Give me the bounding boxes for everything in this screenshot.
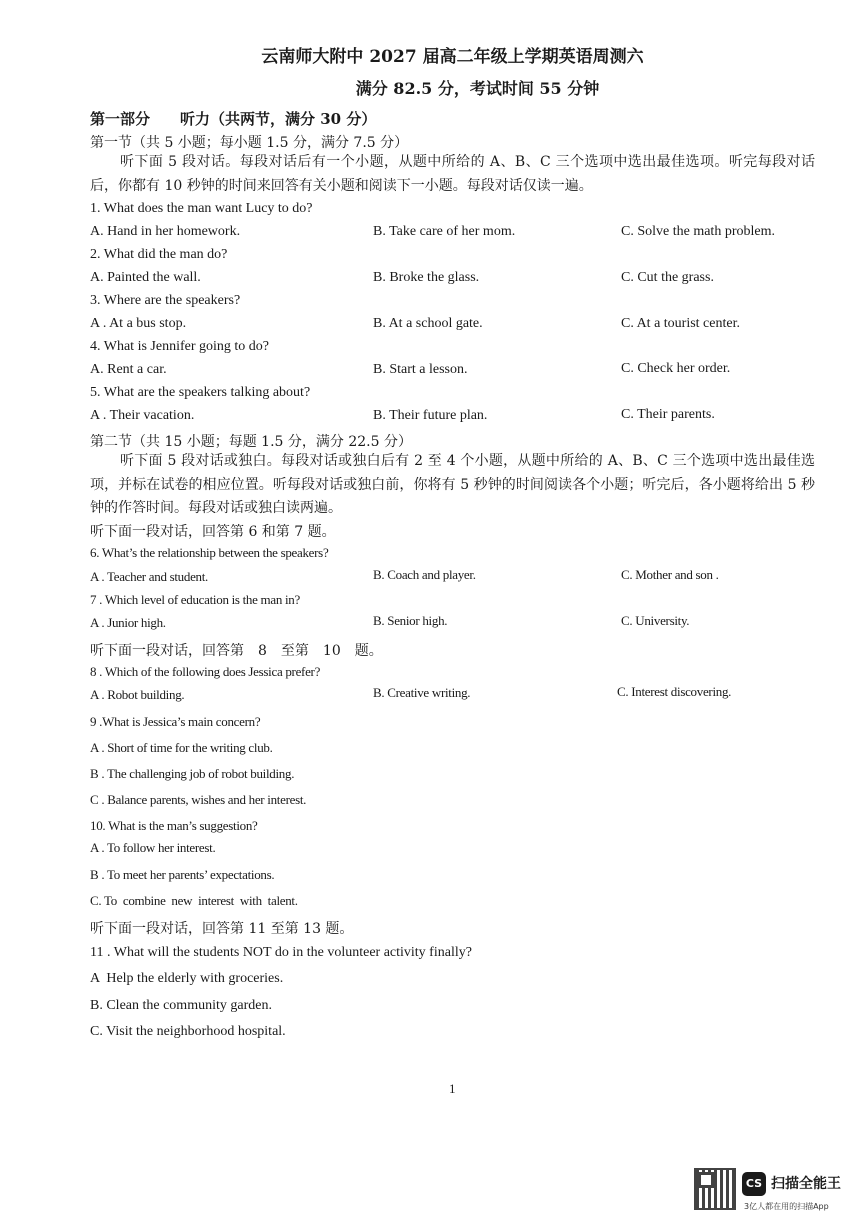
dialogue-note-2: 听下面一段对话，回答第 8 至第 10 题。 <box>90 643 383 659</box>
q6-option-b: B. Coach and player. <box>373 567 476 582</box>
exam-title: 云南师大附中 2027 届高二年级上学期英语周测六 <box>261 47 644 67</box>
question-11: 11 . What will the students NOT do in the volunteer activity finally? <box>90 945 472 960</box>
q9-option-c: C . Balance parents, wishes and her interest. <box>90 792 307 807</box>
q6-option-a: A . Teacher and student. <box>90 569 209 584</box>
q4-option-a: A. Rent a car. <box>90 362 167 377</box>
dialogue-note-3: 听下面一段对话，回答第 11 至第 13 题。 <box>90 921 354 937</box>
q10-option-b: B . To meet her parents’ expectations. <box>90 867 275 882</box>
q7-option-b: B. Senior high. <box>373 613 448 628</box>
q8-option-b: B. Creative writing. <box>373 685 471 700</box>
section2-heading: 第二节（共 15 小题；每题 1.5 分，满分 22.5 分） <box>90 434 412 450</box>
q1-option-a: A. Hand in her homework. <box>90 224 241 239</box>
q1-option-b: B. Take care of her mom. <box>373 224 516 239</box>
question-5: 5. What are the speakers talking about? <box>90 385 311 400</box>
q8-option-a: A . Robot building. <box>90 687 185 702</box>
question-2: 2. What did the man do? <box>90 247 228 262</box>
question-6: 6. What’s the relationship between the speakers? <box>90 545 329 560</box>
q2-option-b: B. Broke the glass. <box>373 270 480 285</box>
q11-option-b: B. Clean the community garden. <box>90 998 272 1013</box>
question-9: 9 .What is Jessica’s main concern? <box>90 714 261 729</box>
page-number: 1 <box>449 1081 456 1096</box>
exam-subtitle: 满分 82.5 分，考试时间 55 分钟 <box>355 79 600 98</box>
qr-code-icon <box>694 1168 736 1210</box>
q2-option-c: C. Cut the grass. <box>621 270 714 285</box>
q3-option-b: B. At a school gate. <box>373 316 483 331</box>
section1-instructions: 听下面 5 段对话。每段对话后有一个小题，从题中所给的 A、B、C 三个选项中选出最佳选项。听完每段对话后，你都有 10 秒钟的时间来回答有关小题和阅读下一小题。每段对话仅读一遍。 <box>90 154 815 194</box>
scanner-slogan: 3亿人都在用的扫描App <box>744 1202 829 1211</box>
q10-option-c: C. To combine new interest with talent. <box>90 893 298 908</box>
q9-option-a: A . Short of time for the writing club. <box>90 740 273 755</box>
scanner-app-name: 扫描全能王 <box>771 1176 841 1192</box>
question-3: 3. Where are the speakers? <box>90 293 241 308</box>
q6-option-c: C. Mother and son . <box>621 567 719 582</box>
q10-option-a: A . To follow her interest. <box>90 840 216 855</box>
q11-option-c: C. Visit the neighborhood hospital. <box>90 1024 286 1039</box>
part1-heading: 第一部分 听力（共两节，满分 30 分） <box>90 110 377 128</box>
q11-option-a: A Help the elderly with groceries. <box>90 971 284 986</box>
q3-option-a: A . At a bus stop. <box>90 316 187 331</box>
q7-option-c: C. University. <box>621 613 690 628</box>
q5-option-a: A . Their vacation. <box>90 408 195 423</box>
question-4: 4. What is Jennifer going to do? <box>90 339 269 354</box>
q2-option-a: A. Painted the wall. <box>90 270 201 285</box>
section2-instructions: 听下面 5 段对话或独白。每段对话或独白后有 2 至 4 个小题，从题中所给的 A、B、C 三个选项中选出最佳选项，并标在试卷的相应位置。听每段对话或独白前，你将有 5 秒钟的时间阅读各个小题；听完后，各小题将给出 5 秒钟的作答时间。每段对话或独白读两遍。 <box>90 453 815 516</box>
question-1: 1. What does the man want Lucy to do? <box>90 201 313 216</box>
q5-option-b: B. Their future plan. <box>373 408 488 423</box>
question-10: 10. What is the man’s suggestion? <box>90 818 258 833</box>
q5-option-c: C. Their parents. <box>621 407 715 422</box>
section1-heading: 第一节（共 5 小题；每小题 1.5 分，满分 7.5 分） <box>90 135 409 151</box>
q4-option-c: C. Check her order. <box>621 361 731 376</box>
camscanner-logo-icon: CS <box>742 1172 766 1196</box>
q4-option-b: B. Start a lesson. <box>373 362 468 377</box>
q3-option-c: C. At a tourist center. <box>621 316 740 331</box>
q9-option-b: B . The challenging job of robot building. <box>90 766 295 781</box>
q1-option-c: C. Solve the math problem. <box>621 224 775 239</box>
question-7: 7 . Which level of education is the man in? <box>90 592 300 607</box>
q8-option-c: C. Interest discovering. <box>617 684 732 699</box>
question-8: 8 . Which of the following does Jessica prefer? <box>90 664 321 679</box>
dialogue-note-1: 听下面一段对话，回答第 6 和第 7 题。 <box>90 524 336 540</box>
q7-option-a: A . Junior high. <box>90 615 166 630</box>
